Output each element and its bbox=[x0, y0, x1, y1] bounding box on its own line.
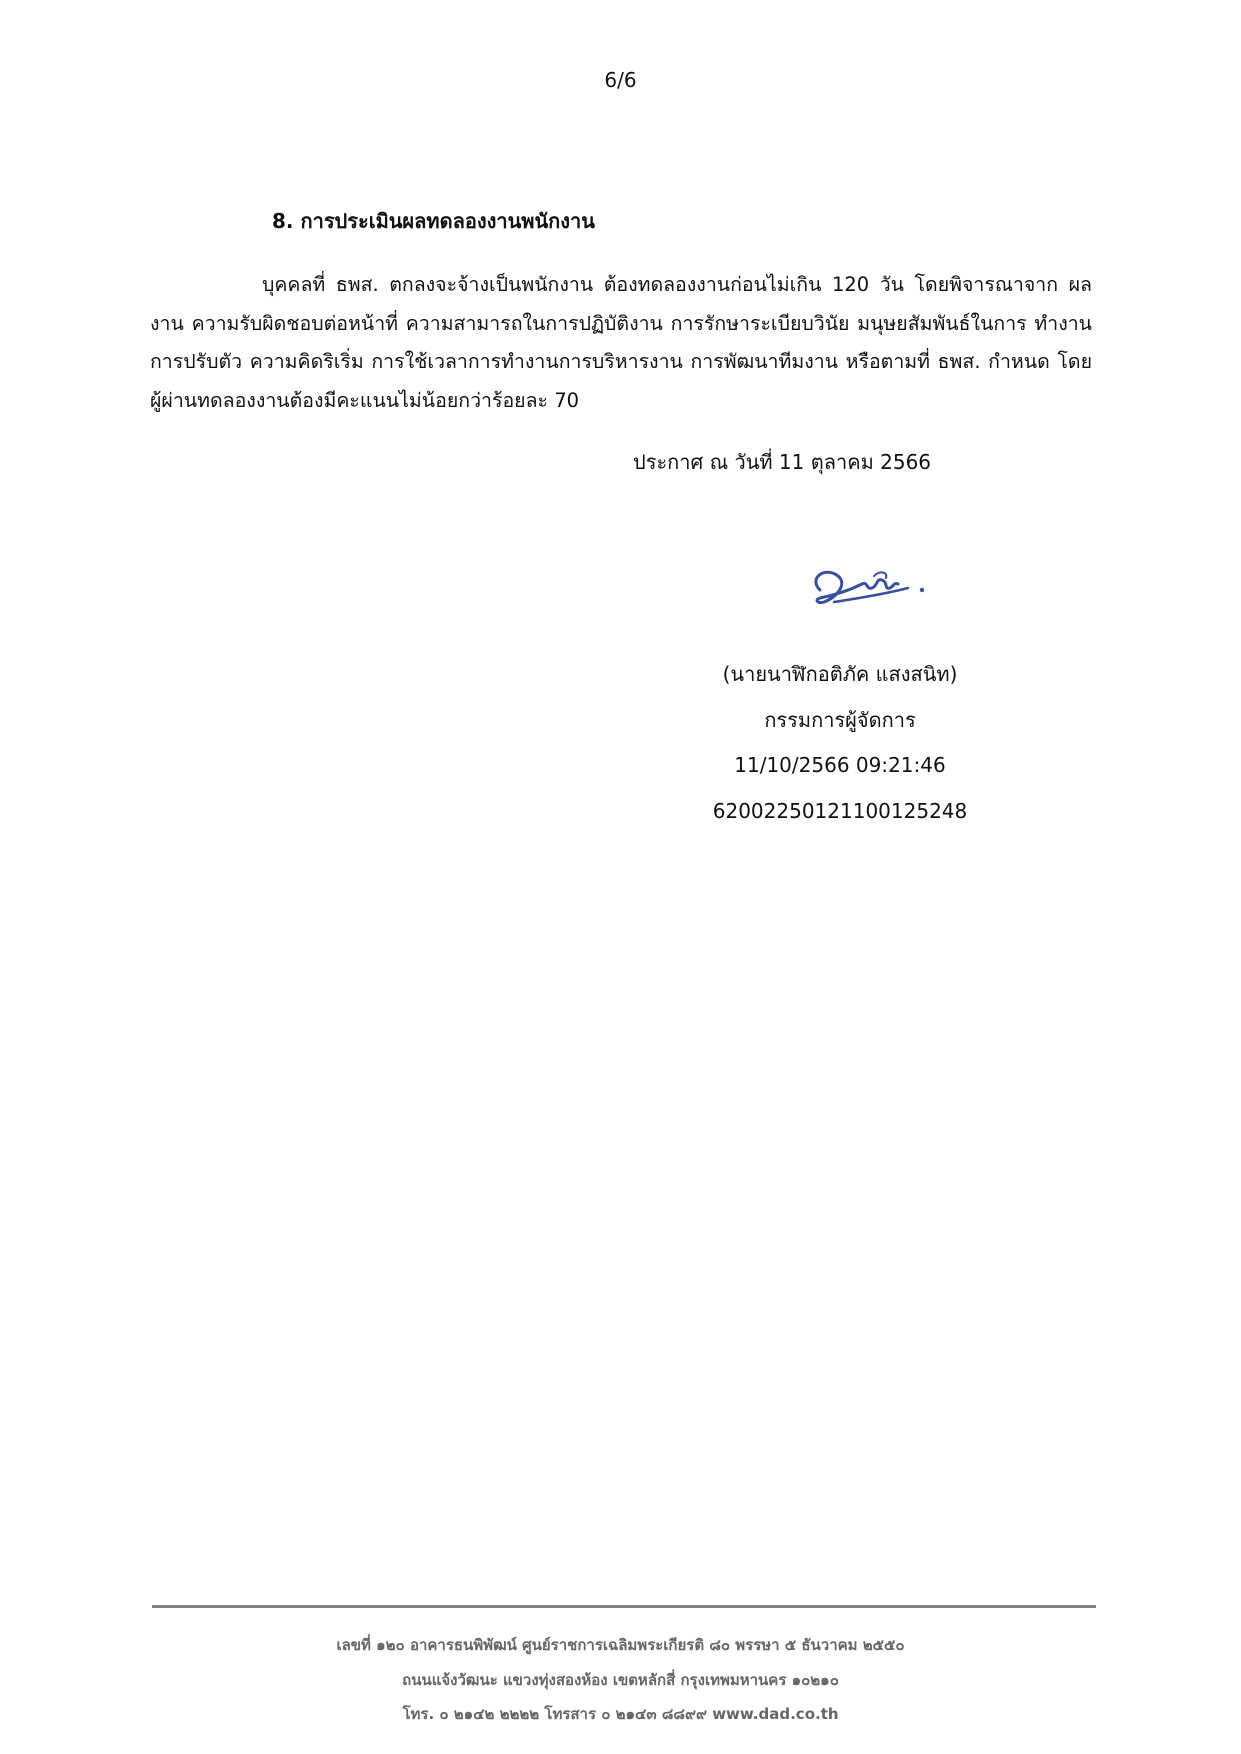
footer-address-line: เลขที่ ๑๒๐ อาคารธนพิพัฒน์ ศูนย์ราชการเฉลิมพระเกียรติ ๘๐ พรรษา ๕ ธันวาคม ๒๕๕๐ bbox=[336, 1636, 905, 1654]
body-paragraph: บุคคลที่ ธพส. ตกลงจะจ้างเป็นพนักงาน ต้องทดลองงานก่อนไม่เกิน 120 วัน โดยพิจารณาจาก ผลงาน ความรับผิดชอบต่อหน้าที่ ความสามารถในการปฏิบัติงาน การรักษาระเบียบวินัย มนุษยสัมพันธ์ในการ ทำงาน การปรับตัว ความคิดริเริ่ม การใช้เวลาการทำงานการบริหารงาน การพัฒนาทีมงาน หรือตามที่ ธพส. กำหนด โดยผู้ผ่านทดลองงานต้องมีคะแนนไม่น้อยกว่าร้อยละ 70 bbox=[150, 273, 1092, 412]
section-heading: 8. การประเมินผลทดลองงานพนักงาน bbox=[272, 209, 595, 233]
footer-divider bbox=[152, 1605, 1096, 1608]
footer-street-line: ถนนแจ้งวัฒนะ แขวงทุ่งสองห้อง เขตหลักสี่ กรุงเทพมหานคร ๑๐๒๑๐ bbox=[402, 1670, 839, 1689]
footer-contact-line: โทร. ๐ ๒๑๔๒ ๒๒๒๒ โทรสาร ๐ ๒๑๔๓ ๘๘๙๙ www.dad.co.th bbox=[402, 1705, 839, 1723]
signer-name: (นายนาฬิกอติภัค แสงสนิท) bbox=[722, 662, 958, 686]
signed-datetime: 11/10/2566 09:21:46 bbox=[734, 753, 946, 777]
page-number: 6/6 bbox=[604, 68, 637, 92]
footer-address bbox=[0, 1628, 1241, 1732]
signature-image bbox=[790, 548, 940, 628]
signer-position: กรรมการผู้จัดการ bbox=[764, 707, 916, 732]
document-id: 62002250121100125248 bbox=[712, 798, 968, 823]
announcement-date: ประกาศ ณ วันที่ 11 ตุลาคม 2566 bbox=[633, 450, 932, 474]
signer-block bbox=[700, 652, 980, 834]
